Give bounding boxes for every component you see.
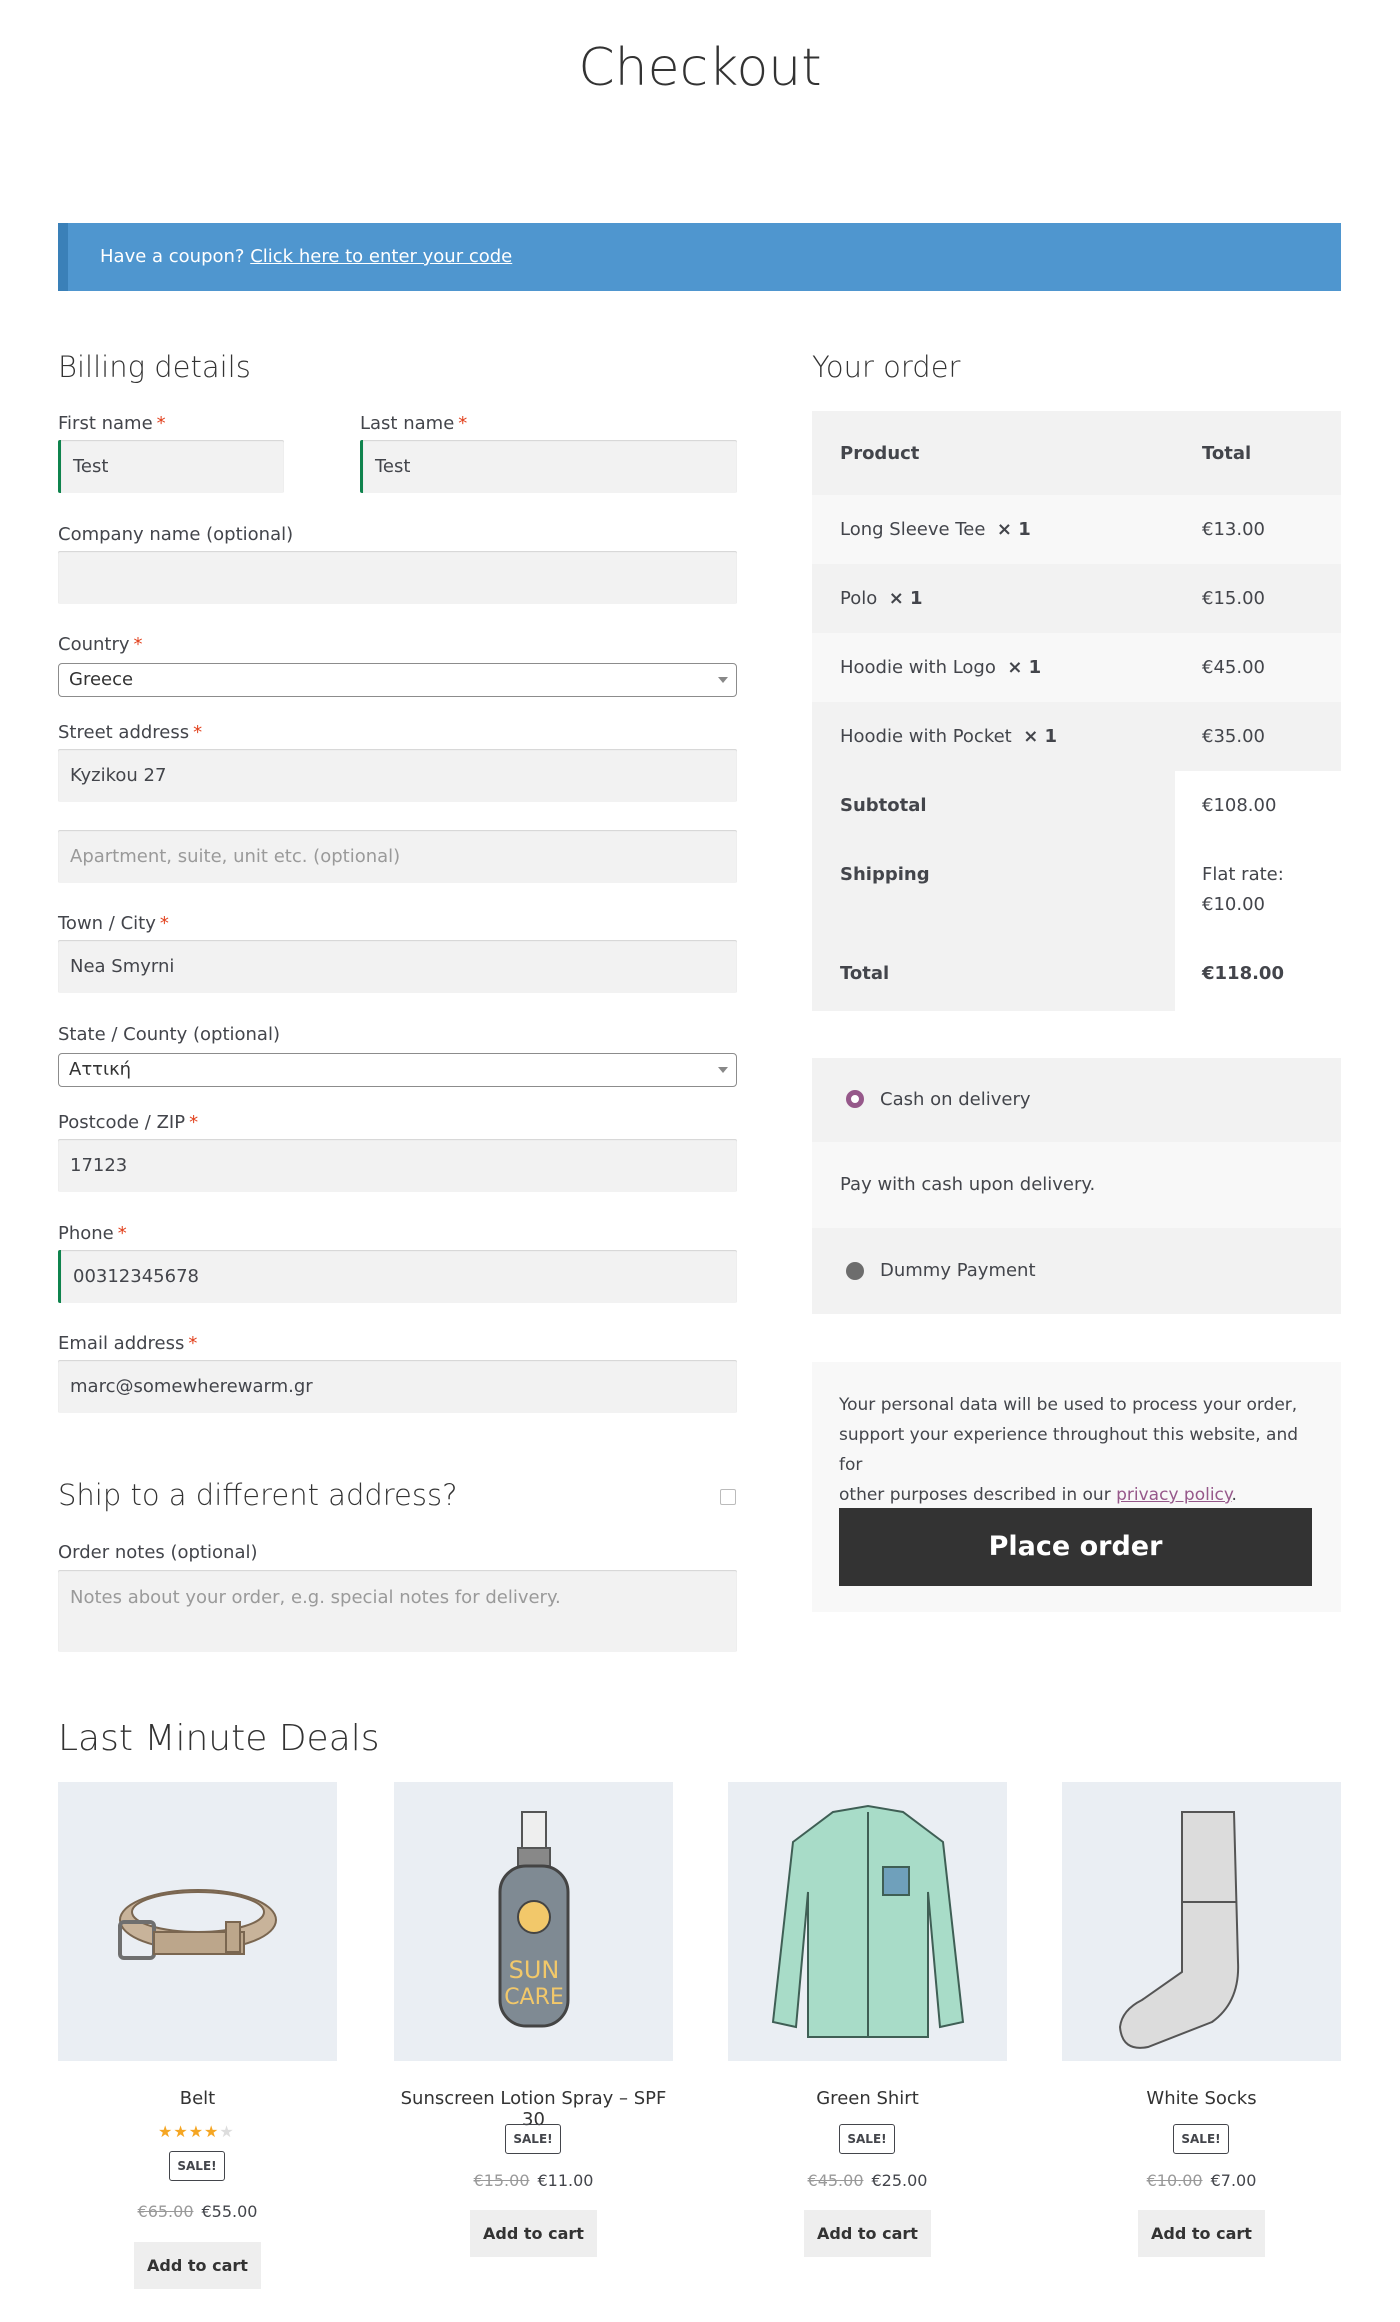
shipping-label: Shipping	[840, 864, 930, 885]
phone-label: Phone *	[58, 1223, 127, 1244]
city-label: Town / City *	[58, 913, 169, 934]
street-field[interactable]: Kyzikou 27	[58, 749, 737, 802]
add-to-cart-button[interactable]: Add to cart	[804, 2210, 931, 2257]
email-label: Email address *	[58, 1333, 198, 1354]
last-name-label: Last name *	[360, 413, 468, 434]
state-value: Αττική	[69, 1059, 132, 1080]
order-item-row: Hoodie with Logo × 1 €45.00	[812, 633, 1341, 702]
ship-different-heading: Ship to a different address?	[58, 1478, 458, 1512]
product-name[interactable]: Belt	[179, 2088, 216, 2109]
sale-badge: SALE!	[505, 2124, 561, 2154]
payment-label-cod: Cash on delivery	[880, 1089, 1031, 1110]
svg-text:CARE: CARE	[504, 1985, 564, 2010]
email-field[interactable]: marc@somewherewarm.gr	[58, 1360, 737, 1413]
product-price: €10.00 €7.00	[1146, 2171, 1257, 2190]
add-to-cart-button[interactable]: Add to cart	[134, 2242, 261, 2289]
coupon-notice	[58, 223, 1341, 291]
deals-heading: Last Minute Deals	[58, 1718, 380, 1759]
city-field[interactable]: Nea Smyrni	[58, 940, 737, 993]
apartment-field[interactable]: Apartment, suite, unit etc. (optional)	[58, 830, 737, 883]
product-name[interactable]: Green Shirt	[816, 2088, 919, 2109]
order-totals	[812, 771, 1341, 1011]
place-order-button[interactable]: Place order	[839, 1508, 1312, 1586]
coupon-text	[100, 246, 512, 267]
place-order-box	[812, 1362, 1341, 1612]
total-label: Total	[840, 963, 890, 984]
payment-label-dummy: Dummy Payment	[880, 1260, 1036, 1281]
country-select[interactable]	[58, 663, 737, 697]
state-select[interactable]	[58, 1053, 737, 1087]
order-heading: Your order	[812, 350, 961, 384]
chevron-down-icon	[718, 1067, 728, 1073]
shipping-cost: €10.00	[1202, 894, 1265, 915]
billing-heading: Billing details	[58, 350, 251, 384]
product-price: €45.00 €25.00	[807, 2171, 928, 2190]
payment-description-box	[812, 1142, 1341, 1228]
total-value: €118.00	[1202, 963, 1284, 984]
payment-option-cod[interactable]	[812, 1058, 1341, 1142]
postcode-field[interactable]: 17123	[58, 1139, 737, 1192]
privacy-policy-link[interactable]: privacy policy	[1116, 1485, 1232, 1505]
belt-image[interactable]	[58, 1782, 337, 2061]
product-price: €65.00 €55.00	[137, 2202, 258, 2221]
svg-text:SUN: SUN	[508, 1956, 560, 1984]
sock-image[interactable]	[1062, 1782, 1341, 2061]
payment-description: Pay with cash upon delivery.	[840, 1174, 1096, 1195]
subtotal-value: €108.00	[1202, 795, 1277, 816]
order-notes-field[interactable]: Notes about your order, e.g. special notes for delivery.	[58, 1570, 737, 1652]
state-label: State / County (optional)	[58, 1024, 280, 1045]
coupon-link[interactable]: Click here to enter your code	[250, 246, 513, 267]
shirt-image[interactable]	[728, 1782, 1007, 2061]
order-item-row: Long Sleeve Tee × 1 €13.00	[812, 495, 1341, 564]
company-label: Company name (optional)	[58, 524, 294, 545]
page-title: Checkout	[578, 38, 822, 98]
shipping-method: Flat rate:	[1202, 864, 1284, 885]
col-product: Product	[840, 443, 920, 464]
col-total: Total	[1202, 443, 1252, 464]
privacy-text: Your personal data will be used to process your order, support your experience throughout this website, and for other purposes described in our privacy policy.	[839, 1395, 1299, 1505]
country-label: Country *	[58, 634, 143, 655]
country-value: Greece	[69, 669, 134, 690]
sale-badge: SALE!	[169, 2151, 225, 2181]
payment-methods	[812, 1058, 1341, 1314]
product-name[interactable]: Sunscreen Lotion Spray – SPF 30	[400, 2088, 667, 2130]
sale-badge: SALE!	[839, 2124, 895, 2154]
order-header-row	[812, 411, 1341, 495]
payment-option-dummy[interactable]	[812, 1228, 1341, 1314]
sunscreen-image[interactable]	[394, 1782, 673, 2061]
coupon-prompt: Have a coupon?	[100, 246, 245, 267]
add-to-cart-button[interactable]: Add to cart	[470, 2210, 597, 2257]
order-notes-label: Order notes (optional)	[58, 1542, 258, 1563]
ship-different-checkbox[interactable]	[720, 1489, 736, 1505]
phone-field[interactable]: 00312345678	[58, 1250, 737, 1303]
add-to-cart-button[interactable]: Add to cart	[1138, 2210, 1265, 2257]
order-item-row: Polo × 1 €15.00	[812, 564, 1341, 633]
radio-unselected-icon[interactable]	[846, 1262, 864, 1280]
first-name-label: First name *	[58, 413, 166, 434]
star-rating-icon: ★★★★★	[158, 2122, 235, 2141]
company-field[interactable]	[58, 551, 737, 604]
subtotal-label: Subtotal	[840, 795, 927, 816]
product-name[interactable]: White Socks	[1146, 2088, 1257, 2109]
order-item-row: Hoodie with Pocket × 1 €35.00	[812, 702, 1341, 771]
sale-badge: SALE!	[1173, 2124, 1229, 2154]
street-label: Street address *	[58, 722, 203, 743]
radio-selected-icon[interactable]	[846, 1090, 864, 1108]
chevron-down-icon	[718, 677, 728, 683]
last-name-field[interactable]: Test	[360, 440, 737, 493]
first-name-field[interactable]: Test	[58, 440, 284, 493]
product-price: €15.00 €11.00	[473, 2171, 594, 2190]
postcode-label: Postcode / ZIP *	[58, 1112, 199, 1133]
